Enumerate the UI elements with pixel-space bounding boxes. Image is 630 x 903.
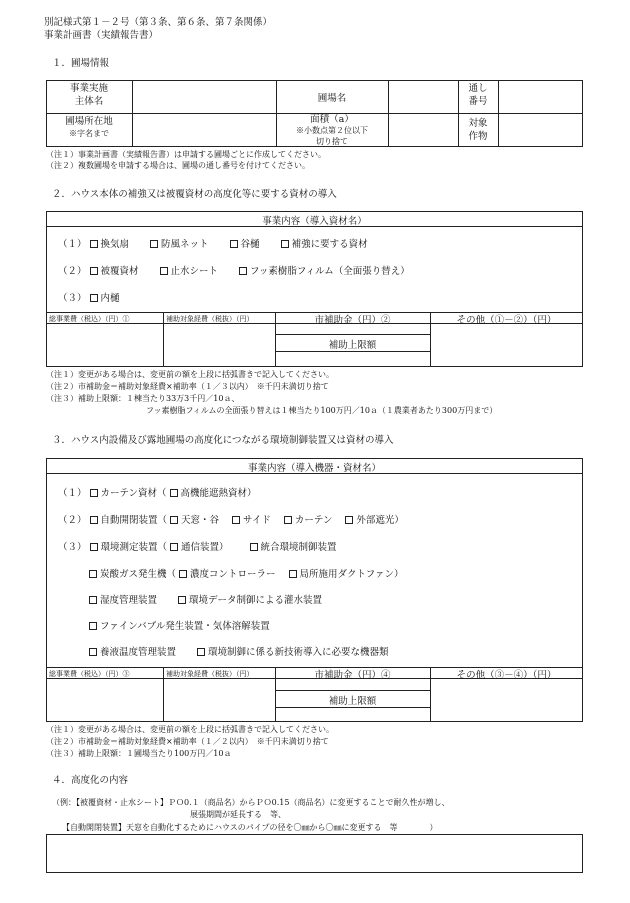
section2-note3: （注３）補助上限額：１棟当たり33万3千円／10ａ、 (46, 394, 240, 403)
s3-other-label: その他（③－④）（円） (456, 670, 557, 681)
checkbox-covering[interactable] (90, 267, 98, 275)
section2-note1: （注１）変更がある場合は、変更前の額を上段に括弧書きで記入してください。 (46, 370, 334, 379)
s3-city-subsidy-label: 市補助金（円）④ (314, 670, 391, 681)
s3-limit-label: 補助上限額 (328, 696, 377, 707)
checkbox-curtain[interactable] (90, 489, 98, 497)
section3-row3: （３） 環境測定装置（ 通信装置） 統合環境制御装置 (58, 542, 337, 553)
section3-row4: 炭酸ガス発生機（ 濃度コントローラー 局所施用ダクトファン） (86, 566, 404, 580)
s2-limit-input[interactable] (277, 353, 428, 365)
section1-heading: １．圃場情報 (52, 58, 110, 69)
location-input[interactable] (134, 115, 274, 145)
checkbox-irrigation[interactable] (178, 596, 186, 604)
checkbox-fluoro-film[interactable] (239, 267, 247, 275)
crop-input[interactable] (500, 115, 581, 145)
section3-row6: ファインバブル発生装置・気体溶解装置 (86, 618, 270, 632)
checkbox-env-measure[interactable] (90, 543, 98, 551)
checkbox-inner-gutter[interactable] (90, 294, 98, 302)
section2-box-title: 事業内容（導入資材名） (262, 216, 367, 227)
s2-other-input[interactable] (432, 325, 581, 365)
s3-total-cost-label: 総事業費（税込）（円）③ (49, 670, 130, 678)
section2-row3: （３） 内樋 (58, 293, 120, 304)
checkbox-solution-temp[interactable] (89, 648, 97, 656)
checkbox-auto-opener[interactable] (90, 516, 98, 524)
area-input[interactable] (390, 115, 456, 145)
checkbox-gutter[interactable] (230, 240, 238, 248)
form-number: 別記様式第１－２号（第３条、第６条、第７条関係） (44, 17, 273, 28)
crop-label: 対象 作物 (468, 118, 488, 142)
section2-row2: （２） 被覆資材 止水シート フッ素樹脂フィルム（全面張り替え） (58, 266, 410, 277)
section3-row2: （２） 自動開閉装置（ 天窓・谷 サイド カーテン 外部遮光） (58, 515, 404, 526)
section2-row1: （１） 換気扇 防風ネット 谷樋 補強に要する資材 (58, 239, 368, 250)
section4-heading: ４．高度化の内容 (52, 775, 129, 786)
section1-note2: （注２）複数圃場を申請する場合は、圃場の通し番号を付けてください。 (46, 161, 310, 170)
s3-subsidy-target-label: 補助対象経費（税抜）（円） (166, 670, 254, 678)
section4-example2: 展張期間が延長する 等、 (190, 810, 286, 819)
serial-label: 通し 番号 (468, 83, 488, 107)
section2-note2: （注２）市補助金＝補助対象経費×補助率（１／３以内） ※千円未満切り捨て (46, 382, 329, 391)
checkbox-integrated-control[interactable] (250, 543, 258, 551)
checkbox-comm-device[interactable] (170, 543, 178, 551)
section3-note3: （注３）補助上限額：１圃場当たり100万円／10ａ (46, 749, 232, 758)
section3-row5: 湿度管理装置 環境データ制御による灌水装置 (86, 592, 322, 606)
section3-row1: （１） カーテン資材（ 高機能遮熱資材） (58, 488, 257, 499)
checkbox-waterstop[interactable] (160, 267, 168, 275)
checkbox-external-shade[interactable] (345, 516, 353, 524)
checkbox-fine-bubble[interactable] (89, 622, 97, 630)
section4-example3: 【自動開閉装置】天窓を自動化するためにハウスのパイプの径を〇㎜から〇㎜に変更する 等 ） (62, 823, 438, 832)
form-title: 事業計画書（実績報告書） (44, 30, 159, 41)
checkbox-curtain-opener[interactable] (284, 516, 292, 524)
section4-example1: （例：【被覆資材・止水シート】ＰＯ0.１（商品名）からＰＯ0.15（商品名）に変更することで耐久性が増し、 (52, 798, 450, 807)
field-name-label: 圃場名 (317, 93, 347, 104)
s2-total-cost-label: 総事業費（税込）（円）① (49, 315, 130, 323)
section2-heading: ２．ハウス本体の補強又は被覆資材の高度化等に要する資材の導入 (52, 189, 337, 200)
checkbox-humidity[interactable] (89, 596, 97, 604)
serial-input[interactable] (500, 82, 581, 111)
checkbox-duct-fan[interactable] (289, 570, 297, 578)
s2-limit-label: 補助上限額 (328, 340, 377, 351)
s2-subsidy-target-input[interactable] (165, 325, 273, 365)
checkbox-windbreak-net[interactable] (150, 240, 158, 248)
entity-label: 事業実施 主体名 (69, 83, 108, 107)
section1-note1: （注１）事業計画書（実績報告書）は申請する圃場ごとに作成してください。 (46, 150, 326, 159)
s3-limit-input[interactable] (277, 709, 428, 720)
section3-box-title: 事業内容（導入機器・資材名） (247, 463, 381, 474)
field-name-input[interactable] (390, 82, 456, 111)
location-label: 圃場所在地 ※字名まで (65, 116, 113, 138)
checkbox-skylight[interactable] (170, 516, 178, 524)
section2-note3b: フッ素樹脂フィルムの全面張り替えは１棟当たり100万円／10ａ（１農業者あたり300万円まで） (146, 406, 498, 415)
area-label: 面積（a） ※小数点第２位以下 切り捨て (296, 114, 368, 146)
s3-subsidy-target-input[interactable] (165, 680, 273, 720)
checkbox-ventilation-fan[interactable] (90, 240, 98, 248)
checkbox-side[interactable] (232, 516, 240, 524)
s2-total-cost-input[interactable] (48, 325, 161, 365)
s2-subsidy-target-label: 補助対象経費（税抜）（円） (166, 315, 254, 323)
section3-row7: 養液温度管理装置 環境制御に係る新技術導入に必要な機器類 (86, 644, 389, 658)
checkbox-new-tech[interactable] (197, 648, 205, 656)
checkbox-concentration-controller[interactable] (179, 570, 187, 578)
checkbox-co2-generator[interactable] (89, 570, 97, 578)
section3-heading: ３．ハウス内設備及び露地圃場の高度化につながる環境制御装置又は資材の導入 (52, 435, 394, 446)
checkbox-reinforcement[interactable] (281, 240, 289, 248)
section3-note2: （注２）市補助金＝補助対象経費×補助率（１／２以内） ※千円未満切り捨て (46, 737, 329, 746)
s3-total-cost-input[interactable] (48, 680, 161, 720)
s3-other-input[interactable] (432, 680, 581, 720)
s2-city-subsidy-label: 市補助金（円）② (314, 315, 391, 326)
section4-content-input[interactable] (46, 834, 583, 873)
section3-note1: （注１）変更がある場合は、変更前の額を上段に括弧書きで記入してください。 (46, 725, 334, 734)
checkbox-heat-shield[interactable] (170, 489, 178, 497)
entity-input[interactable] (134, 82, 274, 111)
s2-other-label: その他（①－②）（円） (456, 315, 557, 326)
